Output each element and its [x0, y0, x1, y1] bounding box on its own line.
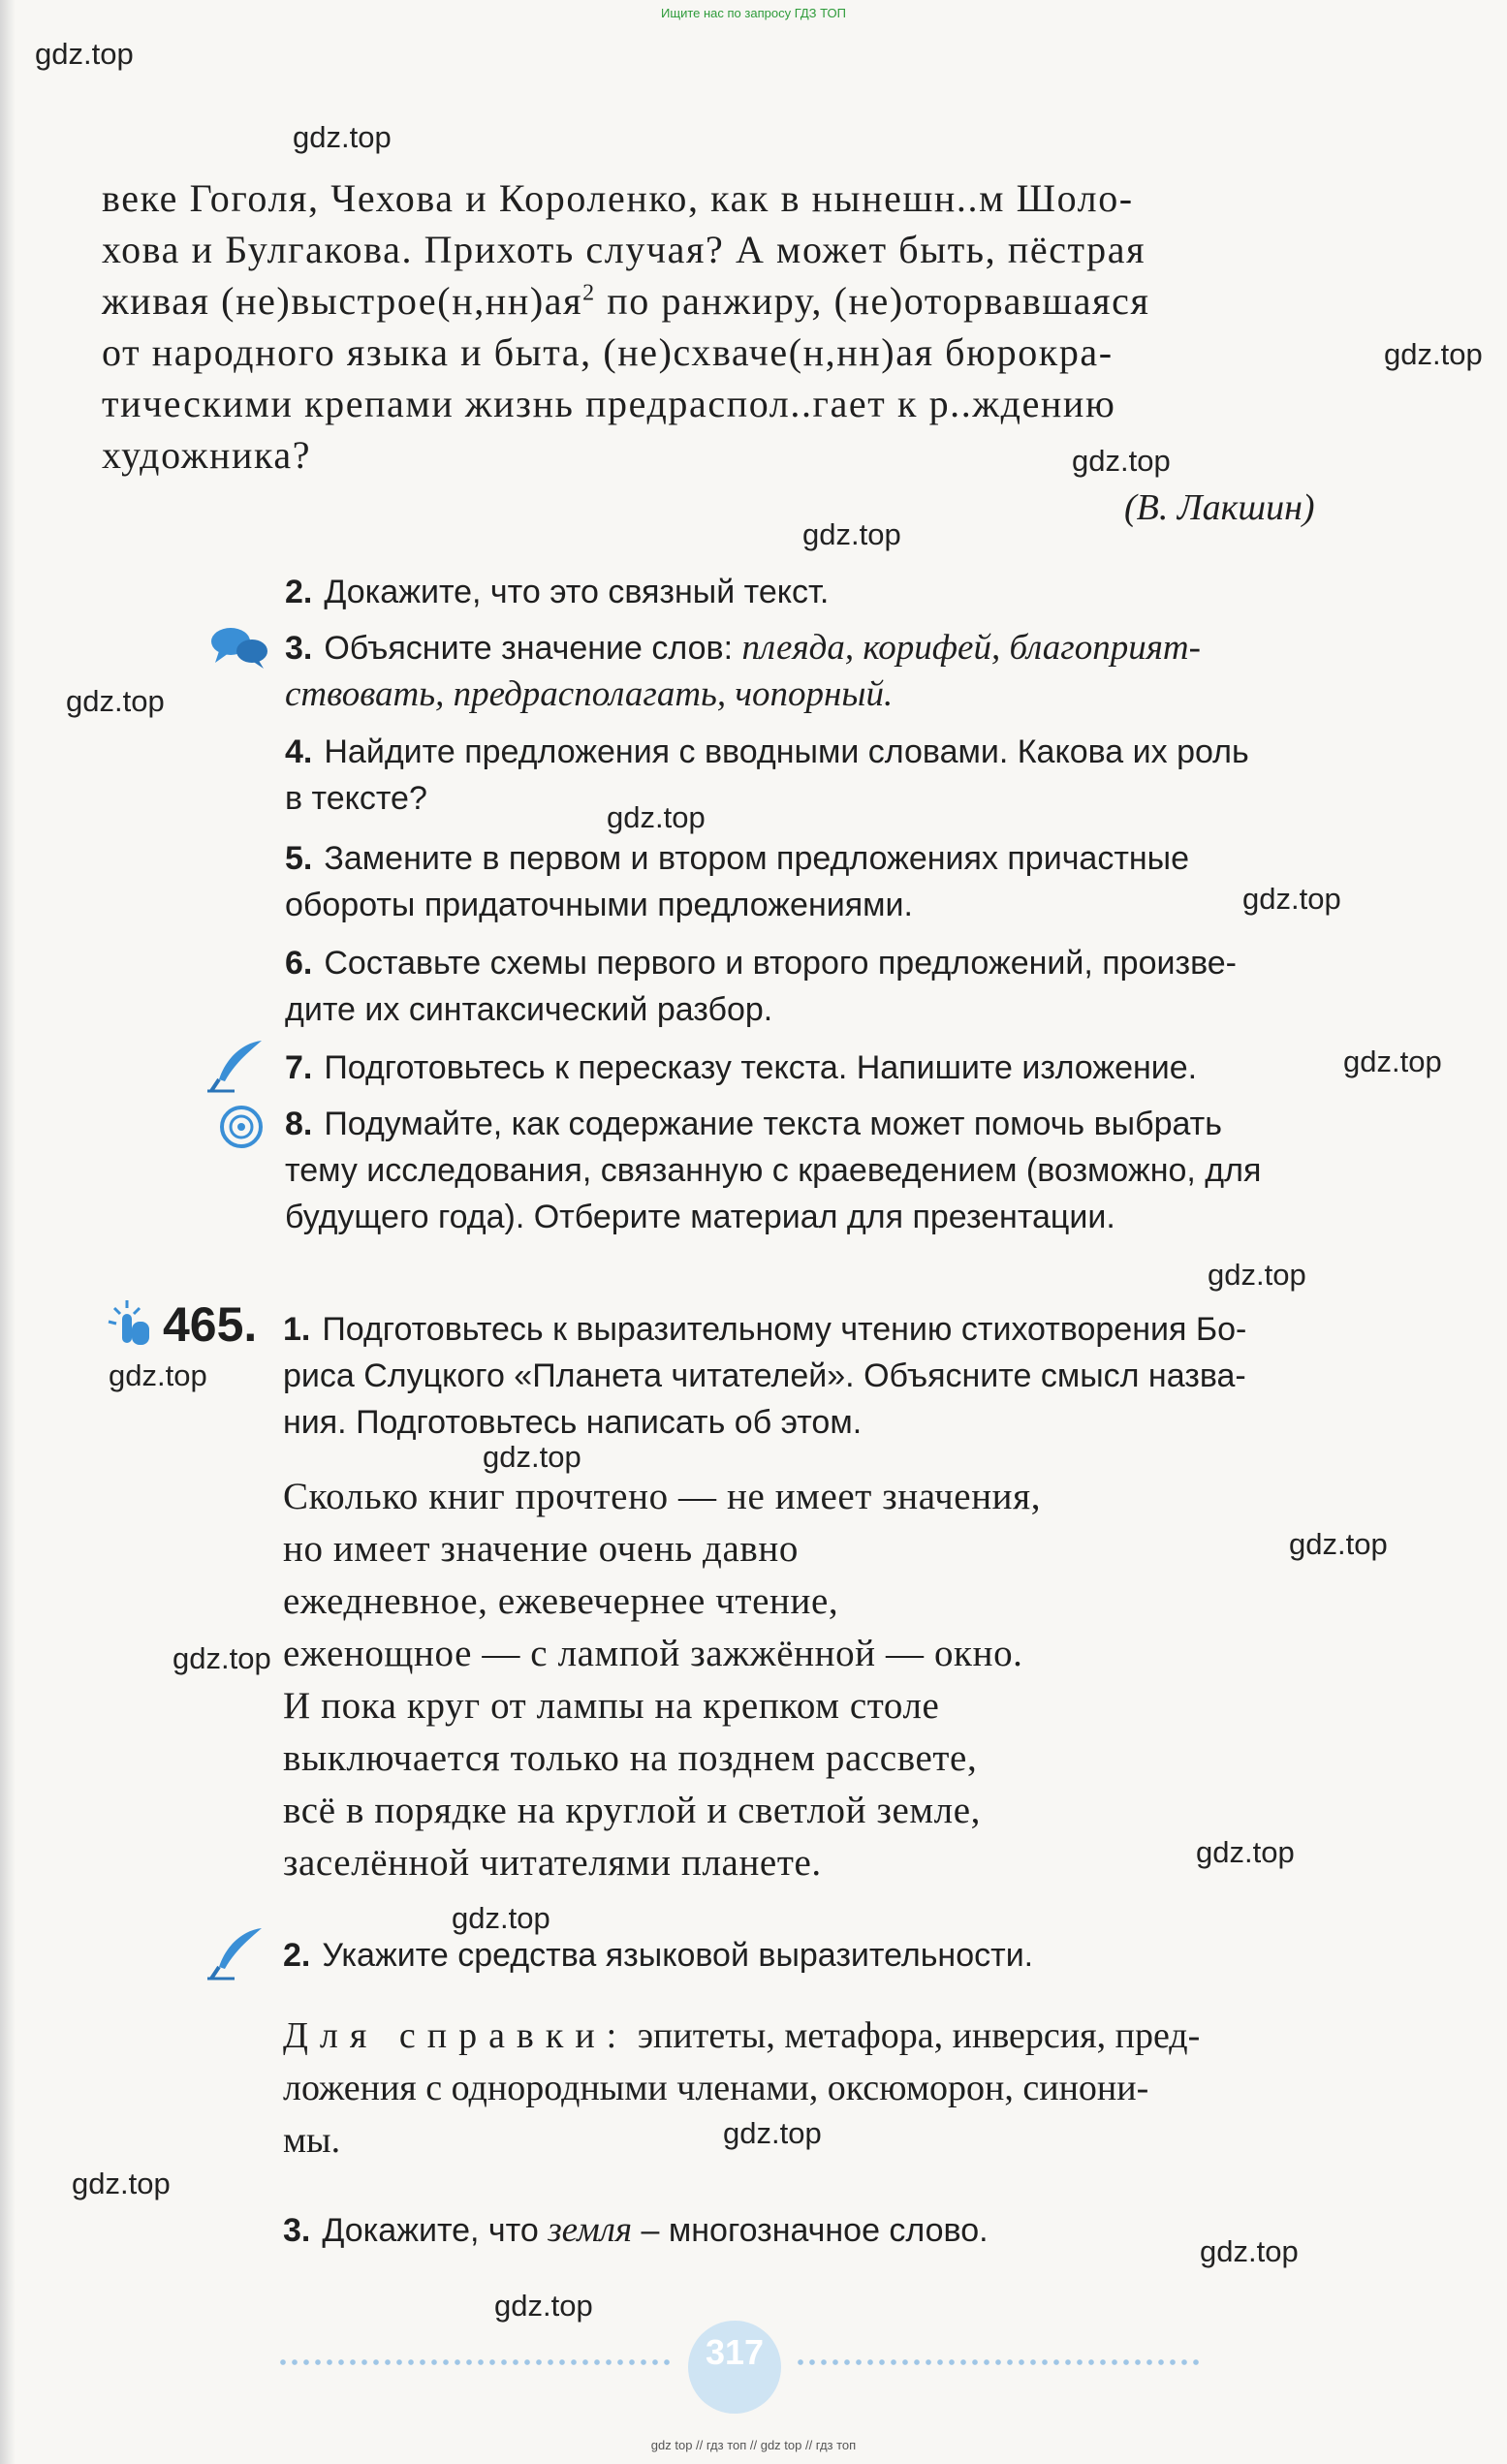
- poem-line: но имеет значение очень давно: [283, 1528, 799, 1570]
- task-number: 3.: [283, 2212, 311, 2249]
- watermark: gdz.top: [452, 1901, 550, 1935]
- feather-pen-icon: [205, 1924, 267, 1982]
- top-banner: Ищите нас по запросу ГДЗ ТОП: [661, 6, 846, 20]
- passage-line: тическими крепами жизнь предраспол..гает к р..ждению: [102, 382, 1116, 425]
- passage-line: веке Гоголя, Чехова и Короленко, как в нынешн..м Шоло-: [102, 176, 1134, 220]
- task-number: 8.: [285, 1106, 313, 1142]
- watermark: gdz.top: [723, 2116, 822, 2150]
- poem-line: Сколько книг прочтено — не имеет значения,: [283, 1476, 1042, 1517]
- feather-pen-icon: [205, 1037, 267, 1095]
- key-word: земля: [548, 2210, 633, 2250]
- poem: [283, 1471, 1041, 1889]
- watermark: gdz.top: [293, 120, 392, 154]
- watermark: gdz.top: [173, 1641, 271, 1675]
- watermark: gdz.top: [494, 2289, 593, 2323]
- watermark: gdz.top: [607, 800, 706, 834]
- poem-line: заселённой читателями планете.: [283, 1842, 822, 1884]
- watermark: gdz.top: [1343, 1045, 1442, 1078]
- watermark: gdz.top: [109, 1358, 207, 1392]
- task-3: 3. Объясните значение слов: плеяда, корифей, благоприят- ствовать, предрасполагать, чопорный.: [285, 628, 1201, 714]
- reference-note: Для справки: эпитеты, метафора, инверсия, пред- ложения с однородными членами, оксюморон, синони- мы.: [283, 2015, 1201, 2161]
- footnote-mark: 2: [582, 280, 596, 306]
- watermark: gdz.top: [1196, 1835, 1295, 1869]
- watermark: gdz.top: [1384, 337, 1483, 371]
- poem-line: всё в порядке на круглой и светлой земле,: [283, 1790, 981, 1831]
- poem-line: выключается только на позднем рассвете,: [283, 1737, 978, 1779]
- poem-line: еженощное — с лампой зажжённой — окно.: [283, 1633, 1023, 1674]
- page-edge-shadow: [0, 0, 16, 2464]
- reference-label: Для справки:: [283, 2015, 629, 2056]
- speech-bubbles-icon: [209, 624, 269, 671]
- task-6: 6. Составьте схемы первого и второго предложений, произве- дите их синтаксический разбор.: [285, 945, 1237, 1028]
- exercise-task-1: 1. Подготовьтесь к выразительному чтению стихотворения Бо- риса Слуцкого «Планета читателей». Объясните смысл назва- ния. Подготовьтесь написать об этом.: [283, 1311, 1247, 1441]
- passage-line: от народного языка и быта, (не)схваче(н,нн)ая бюрокра-: [102, 330, 1114, 374]
- poem-line: ежедневное, ежевечернее чтение,: [283, 1580, 839, 1622]
- footer-dots-right: [795, 2359, 1202, 2365]
- watermark: gdz.top: [1242, 882, 1341, 916]
- watermark: gdz.top: [802, 517, 901, 551]
- task-number: 7.: [285, 1049, 313, 1086]
- exercise-task-2: 2. Укажите средства языковой выразительности.: [283, 1937, 1034, 1974]
- vocabulary-words: плеяда, корифей, благоприят-: [741, 628, 1201, 668]
- task-number: 2.: [283, 1937, 311, 1974]
- page-number: 317: [705, 2332, 765, 2372]
- passage-line: живая $(не)выстрое(н,нн)ая^2$ по ранжиру, (не)оторвавшаяся: [102, 279, 1150, 323]
- task-8: 8. Подумайте, как содержание текста может помочь выбрать тему исследования, связанную с краеведением (возможно, для будущего года). Отберите материал для презентации.: [285, 1106, 1262, 1235]
- watermark: gdz.top: [483, 1440, 581, 1474]
- task-7: 7. Подготовьтесь к пересказу текста. Напишите изложение.: [285, 1049, 1198, 1086]
- hand-pointer-icon: [97, 1298, 155, 1353]
- poem-line: И пока круг от лампы на крепком столе: [283, 1685, 940, 1727]
- task-number: 1.: [283, 1311, 311, 1348]
- task-number: 6.: [285, 945, 313, 982]
- passage-line: хова и Булгакова. Прихоть случая? А может быть, пёстрая: [102, 228, 1146, 271]
- exercise-task-3: 3. Докажите, что земля – многозначное слово.: [283, 2210, 989, 2250]
- task-number: 4.: [285, 733, 313, 770]
- task-number: 3.: [285, 630, 313, 667]
- watermark: gdz.top: [1289, 1527, 1388, 1561]
- watermark: gdz.top: [1072, 444, 1171, 478]
- task-number: 5.: [285, 840, 313, 877]
- task-number: 2.: [285, 574, 313, 610]
- watermark: gdz.top: [1208, 1258, 1306, 1292]
- passage-text: [102, 172, 1386, 481]
- task-5: 5. Замените в первом и втором предложениях причастные обороты придаточными предложениями.: [285, 840, 1190, 923]
- author-attribution: (В. Лакшин): [1124, 487, 1315, 528]
- cd-disc-icon: [219, 1105, 264, 1149]
- vocabulary-words: ствовать, предрасполагать, чопорный.: [285, 674, 894, 714]
- watermark: gdz.top: [35, 37, 134, 71]
- bottom-banner: gdz top // гдз топ // gdz top // гдз топ: [650, 2438, 857, 2452]
- watermark: gdz.top: [72, 2167, 171, 2200]
- footer-dots-left: [277, 2359, 675, 2365]
- watermark: gdz.top: [1200, 2234, 1299, 2268]
- task-4: 4. Найдите предложения с вводными словами. Какова их роль в тексте?: [285, 733, 1249, 817]
- watermark: gdz.top: [66, 684, 165, 718]
- passage-line: художника?: [102, 433, 312, 477]
- page-number-badge: [688, 2321, 781, 2388]
- task-2: 2. Докажите, что это связный текст.: [285, 574, 830, 610]
- exercise-number: 465.: [163, 1297, 258, 1352]
